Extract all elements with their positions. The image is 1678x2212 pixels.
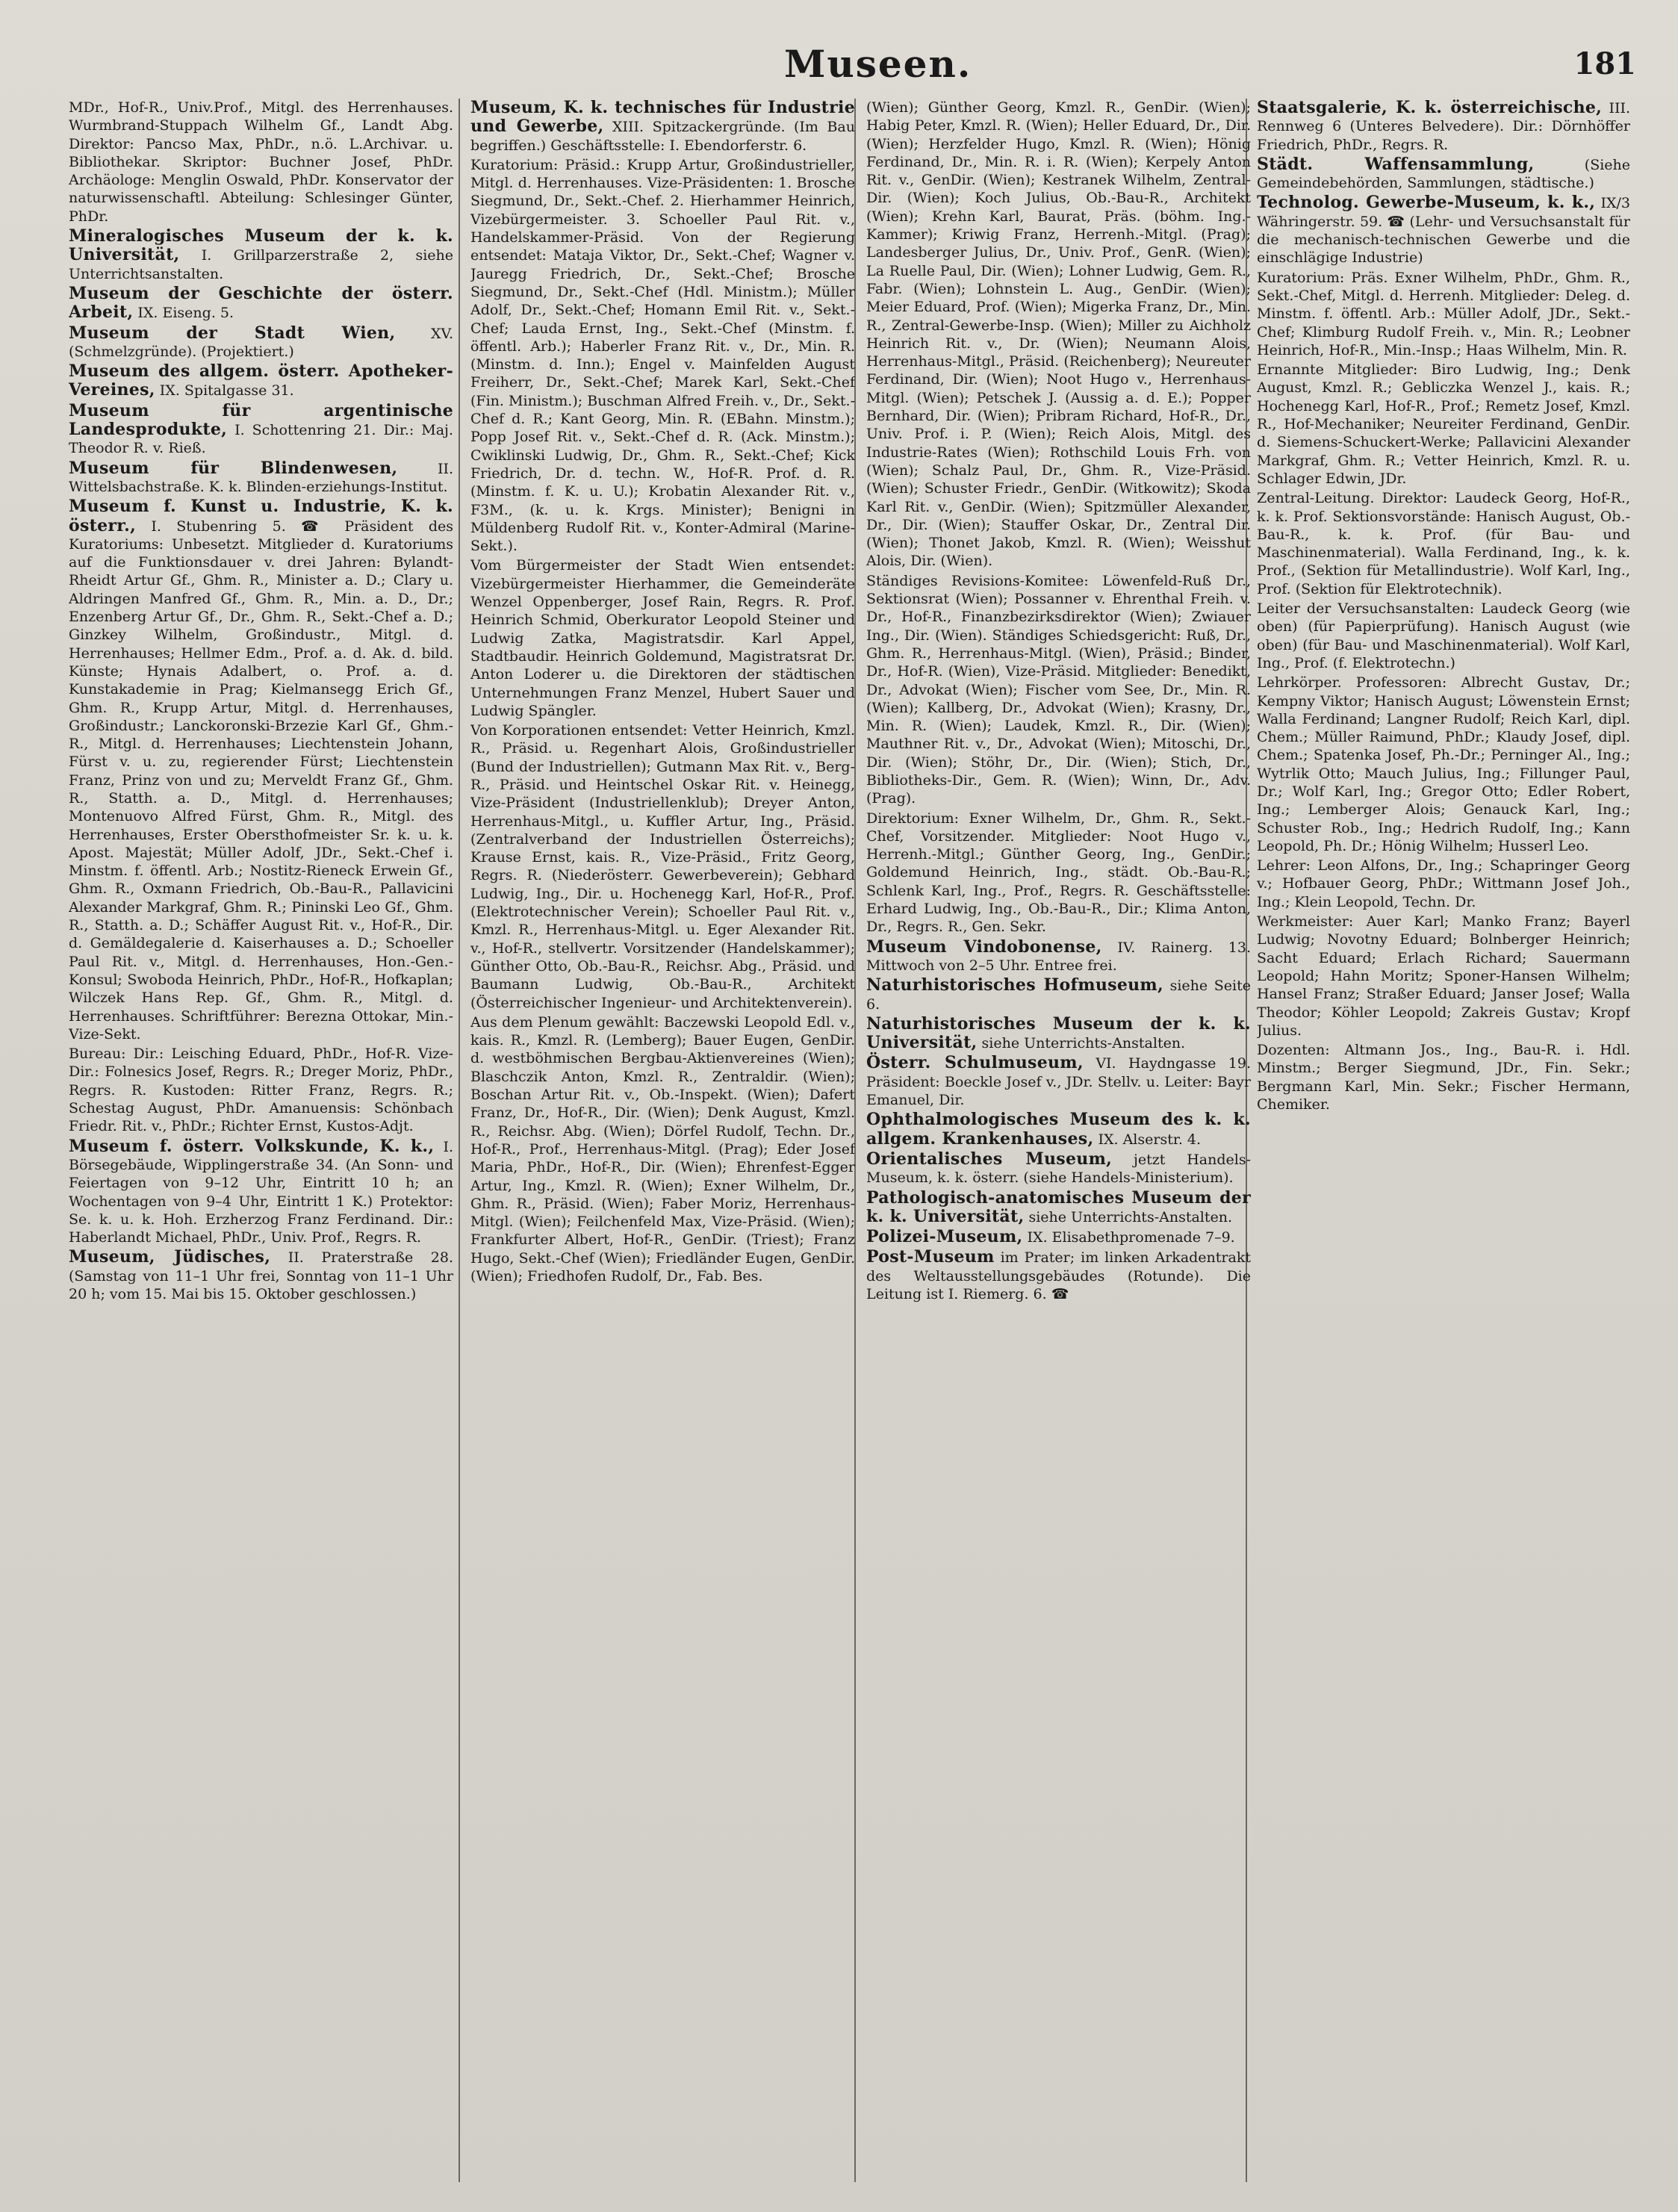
directory-entry bbox=[470, 721, 855, 1012]
entry-title: Museum, Jüdisches, bbox=[69, 1247, 271, 1267]
entry-title: Mineralogisches Museum der k. k. Universität, bbox=[69, 226, 453, 265]
directory-entry bbox=[866, 1015, 1251, 1053]
entry-title: Museum der Geschichte der österr. Arbeit, bbox=[69, 283, 453, 323]
directory-entry bbox=[69, 497, 453, 1043]
directory-entry bbox=[866, 1150, 1251, 1187]
directory-entry bbox=[470, 1013, 855, 1285]
entry-text: I. Schottenring 21. Dir.: Maj. Theodor R. v. Rieß. bbox=[69, 422, 453, 457]
directory-entry bbox=[866, 99, 1251, 571]
directory-entry bbox=[1257, 489, 1630, 598]
column-1 bbox=[69, 99, 453, 2182]
entry-text: I. Stubenring 5. ☎ Präsident des Kuratoriums: Unbesetzt. Mitglieder d. Kuratoriums auf die Funktionsdauer v. drei Jahren: Bylandt-Rheidt Artur Gf., Ghm. R., Minister a. D.; Clary u. Aldringen Manfred Gf., Ghm. R., Min. a. D., Dr.; Enzenberg Artur Gf., Dr., Ghm. R., Sekt.-Chef a. D.; Ginzkey Wilhelm, Großindustr., Mitgl. d. Herrenhauses; Hellmer Edm., Prof. a. d. Ak. d. bild. Künste; Hynais Adalbert, o. Prof. a. d. Kunstakademie in Prag; Kielmansegg Erich Gf., Ghm. R., Krupp Artur, Mitgl. d. Herrenhauses, Großindustr.; Lanckoronski-Brzezie Karl Gf., Ghm.-R., Mitgl. d. Herrenhauses; Liechtenstein Johann, Fürst v. u. zu, regierender Fürst; Liechtenstein Franz, Prinz von und zu; Merveldt Franz Gf., Ghm. R., Statth. a. D., Mitgl. d. Herrenhauses; Montenuovo Alfred Fürst, Ghm. R., Mitgl. des Herrenhauses, Erster Obersthofmeister Sr. k. u. k. Apost. Majestät; Müller Adolf, JDr., Sekt.-Chef i. Minstm. f. öffentl. Arb.; Nostitz-Rieneck Erwein Gf., Ghm. R., Oxmann Friedrich, Ob.-Bau-R., Pallavicini Alexander Markgraf, Ghm. R.; Pininski Leo Gf., Ghm. R., Statth. a. D.; Schäffer August Rit. v., Hof-R., Dir. d. Gemäldegalerie d. Kaiserhauses a. D.; Schoeller Paul Rit. v., Mitgl. d. Herrenhauses, Hon.-Gen.-Konsul; Swoboda Heinrich, PhDr., Hof-R., Hofkaplan; Wilczek Hans Rep. Gf., Ghm. R., Mitgl. d. Herrenhauses. Schriftführer: Berezna Ottokar, Min.-Vize-Sekt. bbox=[69, 518, 453, 1043]
page-header bbox=[0, 39, 1678, 84]
entry-text: IV. Rainerg. 13. Mittwoch von 2–5 Uhr. Entree frei. bbox=[866, 939, 1251, 974]
entry-text: XV. (Schmelzgründe). (Projektiert.) bbox=[69, 325, 453, 360]
entry-text: Direktorium: Exner Wilhelm, Dr., Ghm. R., Sekt.-Chef, Vorsitzender. Mitglieder: Noot Hugo v., Herrenh.-Mitgl.; Günther Georg, Ing., GenDir.; Goldemund Heinrich, Ing., städt. Ob.-Bau-R.; Schlenk Karl, Ing., Prof., Regrs. R. Geschäftsstelle: Erhard Ludwig, Ing., Ob.-Bau-R., Dir.; Klima Anton, Dr., Regrs. R., Gen. Sekr. bbox=[866, 810, 1251, 936]
entry-title: Österr. Schulmuseum, bbox=[866, 1053, 1084, 1073]
entry-title: Museum Vindobonense, bbox=[866, 936, 1102, 957]
directory-entry bbox=[866, 572, 1251, 808]
entry-text: III. Rennweg 6 (Unteres Belvedere). Dir.: Dörnhöffer Friedrich, PhDr., Regrs. R. bbox=[1257, 100, 1630, 153]
entry-text: Lehrkörper. Professoren: Albrecht Gustav, Dr.; Kempny Viktor; Hanisch August; Löwenstein Ernst; Walla Ferdinand; Langner Rudolf; Reich Karl, dipl. Chem.; Müller Raimund, PhDr.; Klaudy Josef, dipl. Chem.; Spatenka Josef, Ph.-Dr.; Perninger Al., Ing.; Wytrlik Otto; Mauch Julius, Ing.; Fillunger Paul, Dr.; Wolf Karl, Ing.; Gregor Otto; Edler Robert, Ing.; Lemberger Alois; Genauck Karl, Ing.; Schuster Rob., Ing.; Hedrich Rudolf, Ing.; Kann Leopold, Ph. Dr.; Hönig Wilhelm; Husserl Leo. bbox=[1257, 674, 1630, 854]
entry-title: Museum, K. k. technisches für Industrie und Gewerbe, bbox=[470, 99, 855, 137]
directory-entry bbox=[866, 1054, 1251, 1109]
directory-entry bbox=[69, 402, 453, 458]
page-number: 181 bbox=[1573, 46, 1636, 81]
entry-text: XIII. Spitzackergründe. (Im Bau begriffen.) Geschäftsstelle: I. Ebendorferstr. 6. bbox=[470, 119, 855, 154]
entry-text: Leiter der Versuchsanstalten: Laudeck Georg (wie oben) (für Papierprüfung). Hanisch August (wie oben) (für Bau- und Maschinenmaterial). Wolf Karl, Ing., Prof. (f. Elektrotechn.) bbox=[1257, 600, 1630, 671]
directory-entry bbox=[1257, 1041, 1630, 1113]
directory-entry bbox=[69, 362, 453, 400]
directory-entry bbox=[69, 285, 453, 323]
entry-text: Bureau: Dir.: Leisching Eduard, PhDr., Hof-R. Vize-Dir.: Folnesics Josef, Regrs. R.; Dreger Moriz, PhDr., Regrs. R. Kustoden: Ritter Franz, Regrs. R.; Schestag August, PhDr. Amanuensis: Schönbach Friedr. Rit. v., PhDr.; Richter Ernst, Kustos-Adjt. bbox=[69, 1046, 453, 1135]
directory-entry bbox=[69, 1137, 453, 1247]
entry-title: Pathologisch-anatomisches Museum der k. k. Universität, bbox=[866, 1187, 1251, 1226]
column-4 bbox=[1257, 99, 1630, 2182]
directory-entry bbox=[1257, 155, 1630, 193]
entry-text: jetzt Handels-Museum, k. k. österr. (siehe Handels-Ministerium). bbox=[866, 1151, 1251, 1187]
directory-entry bbox=[69, 324, 453, 361]
column-2 bbox=[470, 99, 855, 2182]
entry-text: IX. Spitalgasse 31. bbox=[159, 382, 294, 400]
directory-entry bbox=[1257, 600, 1630, 672]
directory-entry bbox=[69, 227, 453, 283]
entry-title: Museum der Stadt Wien, bbox=[69, 323, 396, 343]
directory-entry bbox=[69, 1045, 453, 1135]
entry-text: siehe Unterrichts-Anstalten. bbox=[981, 1035, 1186, 1052]
entry-text: Werkmeister: Auer Karl; Manko Franz; Bayerl Ludwig; Novotny Eduard; Bolnberger Heinrich; Sacht Eduard; Erlach Richard; Sauermann Leopold; Hahn Moritz; Sponer-Hansen Wilhelm; Hansel Franz; Straßer Eduard; Janser Josef; Walla Theodor; Köhler Leopold; Zakreis Gustav; Kropf Julius. bbox=[1257, 913, 1630, 1039]
directory-entry bbox=[866, 1248, 1251, 1303]
directory-entry bbox=[1257, 913, 1630, 1040]
entry-text: VI. Haydngasse 19. Präsident: Boeckle Josef v., JDr. Stellv. u. Leiter: Bayr Emanuel, Dir. bbox=[866, 1055, 1251, 1109]
directory-entry bbox=[69, 1248, 453, 1303]
directory-entry bbox=[866, 938, 1251, 975]
directory-entry bbox=[1257, 193, 1630, 267]
entry-title: Ophthalmologisches Museum des k. k. allgem. Krankenhauses, bbox=[866, 1110, 1251, 1149]
entry-text: siehe Seite 6. bbox=[866, 978, 1251, 1013]
entry-text: (Siehe Gemeindebehörden, Sammlungen, städtische.) bbox=[1257, 156, 1630, 192]
entry-text: Ernannte Mitglieder: Biro Ludwig, Ing.; Denk August, Kmzl. R.; Gebliczka Wenzel J., kais. R.; Hochenegg Karl, Hof-R., Prof.; Remetz Josef, Kmzl. R., Hof-Mechaniker; Neureiter Ferdinand, GenDir. d. Siemens-Schuckert-Werke; Pallavicini Alexander Markgraf, Ghm. R.; Vetter Heinrich, Kmzl. R. u. Schlager Edwin, JDr. bbox=[1257, 361, 1630, 487]
entry-title: Museum f. österr. Volkskunde, K. k., bbox=[69, 1136, 435, 1156]
entry-title: Museum des allgem. österr. Apotheker-Vereines, bbox=[69, 361, 453, 400]
directory-entry bbox=[470, 156, 855, 556]
entry-title: Orientalisches Museum, bbox=[866, 1149, 1113, 1169]
entry-text: IX. Alserstr. 4. bbox=[1098, 1131, 1202, 1148]
entry-title: Museum f. Kunst u. Industrie, K. k. österr., bbox=[69, 497, 453, 535]
column-3 bbox=[866, 99, 1251, 2182]
entry-text: (Wien); Günther Georg, Kmzl. R., GenDir. (Wien); Habig Peter, Kmzl. R. (Wien); Heller Eduard, Dr., Dir. (Wien); Herzfelder Hugo, Kmzl. R. (Wien); Hönig Ferdinand, Dr., Min. R. i. R. (Wien); Kerpely Anton Rit. v., GenDir. (Wien); Kestranek Wilhelm, Zentral-Dir. (Wien); Koch Julius, Ob.-Bau-R., Architekt (Wien); Krehn Karl, Baurat, Präs. (böhm. Ing.-Kammer); Kriwig Franz, Herrenh.-Mitgl. (Prag); Landesberger Julius, Dr., Univ. Prof., GenR. (Wien); La Ruelle Paul, Dir. (Wien); Lohner Ludwig, Gem. R., Fabr. (Wien); Lohnstein L. Aug., GenDir. (Wien); Meier Eduard, Prof. (Wien); Migerka Franz, Dr., Min. R., Zentral-Gewerbe-Insp. (Wien); Miller zu Aichholz Heinrich Rit. v., Dr. (Wien); Neumann Alois, Herrenhaus-Mitgl., Präsid. (Reichenberg); Neureuter Ferdinand, Dir. (Wien); Noot Hugo v., Herrenhaus-Mitgl. (Wien); Petschek J. (Aussig a. d. E.); Popper Bernhard, Dir. (Wien); Pribram Richard, Hof-R., Dr., Univ. Prof. i. P. (Wien); Reich Alois, Mitgl. des Industrie-Rates (Wien); Rothschild Louis Frh. von (Wien); Schalz Paul, Dr., Ghm. R., Vize-Präsid. (Wien); Schuster Friedr., GenDir. (Witkowitz); Skoda Karl Rit. v., GenDir. (Wien); Spitzmüller Alexander, Dr., Dir. (Wien); Stauffer Oskar, Dr., Zentral Dir. (Wien); Thonet Jakob, Kmzl. R. (Wien); Weisshut Alois, Dir. (Wien). bbox=[866, 99, 1251, 570]
column-rule bbox=[459, 99, 460, 2182]
directory-entry bbox=[470, 99, 855, 155]
directory-entry bbox=[866, 1110, 1251, 1149]
directory-entry bbox=[1257, 269, 1630, 359]
entry-text: IX. Eiseng. 5. bbox=[137, 305, 234, 322]
entry-text: Von Korporationen entsendet: Vetter Heinrich, Kmzl. R., Präsid. u. Regenhart Alois, Großindustrieller (Bund der Industriellen); Gutmann Max Rit. v., Berg-R., Präsid. und Heintschel Oskar Rit. v. Heinegg, Vize-Präsident (Industriellenklub); Dreyer Anton, Herrenhaus-Mitgl., u. Kuffler Artur, Ing., Präsid. (Zentralverband der Industriellen Österreichs); Krause Ernst, kais. R., Vize-Präsid., Fritz Georg, Regrs. R. (Niederösterr. Gewerbeverein); Gebhard Ludwig, Ing., Dir. u. Hochenegg Karl, Hof-R., Prof. (Elektrotechnischer Verein); Schoeller Paul Rit. v., Kmzl. R., Herrenhaus-Mitgl. u. Eger Alexander Rit. v., Hof-R., stellvertr. Vorsitzender (Handelskammer); Günther Otto, Ob.-Bau-R., Reichsr. Abg., Präsid. und Baumann Ludwig, Ob.-Bau-R., Architekt (Österreichischer Ingenieur- und Architektenverein). bbox=[470, 722, 855, 1011]
entry-text: I. Börsegebäude, Wipplingerstraße 34. (An Sonn- und Feiertagen von 9–12 Uhr, Eintritt 10 h; an Wochentagen von 9–4 Uhr, Eintritt 1 K.) Protektor: Se. k. u. k. Hoh. Erzherzog Franz Ferdinand. Dir.: Haberlandt Michael, PhDr., Univ. Prof., Regrs. R. bbox=[69, 1138, 453, 1246]
entry-text: II. Praterstraße 28. (Samstag von 11–1 Uhr frei, Sonntag von 11–1 Uhr 20 h; vom 15. Mai bis 15. Oktober geschlossen.) bbox=[69, 1249, 453, 1302]
entry-text: Dozenten: Altmann Jos., Ing., Bau-R. i. Hdl. Minstm.; Berger Siegmund, JDr., Fin. Sekr.; Bergmann Karl, Min. Sekr.; Fischer Hermann, Chemiker. bbox=[1257, 1042, 1630, 1113]
directory-entry bbox=[69, 459, 453, 497]
entry-text: II. Wittelsbachstraße. K. k. Blinden-erziehungs-Institut. bbox=[69, 460, 453, 495]
entry-title: Museum für argentinische Landesprodukte, bbox=[69, 400, 453, 440]
running-title: Museen. bbox=[784, 42, 972, 86]
directory-entry bbox=[866, 1189, 1251, 1227]
entry-title: Technolog. Gewerbe-Museum, k. k., bbox=[1257, 193, 1596, 213]
entry-text: Ständiges Revisions-Komitee: Löwenfeld-Ruß Dr., Sektionsrat (Wien); Possanner v. Ehrenthal Freih. v. Dr., Hof-R., Finanzbezirksdirektor (Wien); Zwiauer Ing., Dir. (Wien). Ständiges Schiedsgericht: Ruß, Dr., Ghm. R., Herrenhaus-Mitgl. (Wien), Präsid.; Binder, Dr., Hof-R. (Wien), Vize-Präsid. Mitglieder: Benedikt, Dr., Advokat (Wien); Fischer vom See, Dr., Min. R. (Wien); Kallberg, Dr., Advokat (Wien); Krasny, Dr., Min. R. (Wien); Laudek, Kmzl. R., Dir. (Wien); Mauthner Rit. v., Dr., Advokat (Wien); Mitoschi, Dr., Dir. (Wien); Stöhr, Dr., Dir. (Wien); Stich, Dr., Bibliotheks-Dir., Gem. R. (Wien); Winn, Dr., Adv. (Prag). bbox=[866, 572, 1251, 807]
entry-title: Naturhistorisches Hofmuseum, bbox=[866, 975, 1163, 995]
directory-entry bbox=[866, 810, 1251, 936]
directory-entry bbox=[1257, 361, 1630, 488]
entry-text: Zentral-Leitung. Direktor: Laudeck Georg, Hof-R., k. k. Prof. Sektionsvorstände: Hanisch August, Ob.-Bau-R., k. k. Prof. (für Bau- und Maschinenmaterial). Walla Ferdinand, Ing., k. k. Prof., (Sektion für Metallindustrie). Wolf Karl, Ing., Prof. (Sektion für Elektrotechnik). bbox=[1257, 490, 1630, 597]
entry-text: Lehrer: Leon Alfons, Dr., Ing.; Schapringer Georg v.; Hofbauer Georg, PhDr.; Wittmann Josef Joh., Ing.; Klein Leopold, Techn. Dr. bbox=[1257, 857, 1630, 910]
entry-text: Kuratorium: Präs. Exner Wilhelm, PhDr., Ghm. R., Sekt.-Chef, Mitgl. d. Herrenh. Mitglieder: Deleg. d. Minstm. f. öffentl. Arb.: Müller Adolf, JDr., Sekt.-Chef; Klimburg Rudolf Freih. v., Min. R.; Leobner Heinrich, Hof-R., Min.-Insp.; Haas Wilhelm, Min. R. bbox=[1257, 269, 1630, 358]
entry-text: IX. Elisabethpromenade 7–9. bbox=[1027, 1229, 1235, 1246]
entry-text: Aus dem Plenum gewählt: Baczewski Leopold Edl. v., kais. R., Kmzl. R. (Lemberg); Bauer Eugen, GenDir. d. westböhmischen Bergbau-Aktienvereines (Wien); Blaschczik Anton, Kmzl. R., Zentraldir. (Wien); Boschan Artur Rit. v., Ob.-Inspekt. (Wien); Dafert Franz, Dr., Hof-R., Dir. (Wien); Denk August, Kmzl. R., Reichsr. Abg. (Wien); Dörfel Rudolf, Techn. Dr., Hof-R., Prof., Herrenhaus-Mitgl. (Prag); Eder Josef Maria, PhDr., Hof-R., Dir. (Wien); Ehrenfest-Egger Artur, Ing., Kmzl. R. (Wien); Exner Wilhelm, Dr., Ghm. R., Präsid. (Wien); Faber Moriz, Herrenhaus-Mitgl. (Wien); Feilchenfeld Max, Vize-Präsid. (Wien); Frankfurter Albert, Hof-R., GenDir. (Triest); Franz Hugo, Sekt.-Chef (Wien); Friedländer Eugen, GenDir. (Wien); Friedhofen Rudolf, Dr., Fab. Bes. bbox=[470, 1013, 855, 1284]
directory-entry bbox=[866, 1228, 1251, 1246]
entry-text: IX/3 Währingerstr. 59. ☎ (Lehr- und Versuchsanstalt für die mechanisch-technischen Gewerbe und die einschlägige Industrie) bbox=[1257, 195, 1630, 267]
directory-entry bbox=[470, 556, 855, 720]
directory-entry bbox=[1257, 99, 1630, 154]
directory-entry bbox=[1257, 674, 1630, 855]
entry-text: MDr., Hof-R., Univ.Prof., Mitgl. des Herrenhauses. Wurmbrand-Stuppach Wilhelm Gf., Landt Abg. Direktor: Pancso Max, PhDr., n.ö. L.Archivar. u. Bibliothekar. Skriptor: Buchner Josef, PhDr. Archäologe: Menglin Oswald, PhDr. Konservator der naturwissenschaftl. Abteilung: Schlesinger Günter, PhDr. bbox=[69, 99, 453, 225]
directory-entry bbox=[69, 99, 453, 226]
entry-text: I. Grillparzerstraße 2, siehe Unterrichtsanstalten. bbox=[69, 247, 453, 282]
entry-title: Post-Museum bbox=[866, 1247, 995, 1267]
entry-text: im Prater; im linken Arkadentrakt des Weltausstellungsgebäudes (Rotunde). Die Leitung ist I. Riemerg. 6. ☎ bbox=[866, 1249, 1251, 1302]
entry-title: Städt. Waffensammlung, bbox=[1257, 154, 1535, 174]
entry-text: Vom Bürgermeister der Stadt Wien entsendet: Vizebürgermeister Hierhammer, die Gemeinderäte Wenzel Oppenberger, Josef Rain, Regrs. R. Prof. Heinrich Schmid, Oberkurator Leopold Steiner und Ludwig Zatka, Magistratsdir. Karl Appel, Stadtbaudir. Heinrich Goldemund, Magistratsrat Dr. Anton Loderer u. die Direktoren der städtischen Unternehmungen Franz Menzel, Hubert Sauer und Ludwig Spängler. bbox=[470, 557, 855, 719]
entry-title: Polizei-Museum, bbox=[866, 1227, 1023, 1247]
entry-text: Kuratorium: Präsid.: Krupp Artur, Großindustrieller, Mitgl. d. Herrenhauses. Vize-Präsidenten: 1. Brosche Siegmund, Dr., Sekt.-Chef. 2. Hierhammer Heinrich, Vizebürgermeister. 3. Schoeller Paul Rit. v., Handelskammer-Präsid. Von der Regierung entsendet: Mataja Viktor, Dr., Sekt.-Chef; Wagner v. Jauregg Friedrich, Dr., Sekt.-Chef; Brosche Siegmund, Dr., Sekt.-Chef (Hdl. Ministm.); Müller Adolf, Dr., Sekt.-Chef; Homann Emil Rit. v., Sekt.-Chef; Lauda Ernst, Ing., Sekt.-Chef (Minstm. f. öffentl. Arb.); Haberler Franz Rit. v., Dr., Min. R. (Minstm. d. Inn.); Engel v. Mainfelden August Freiherr, Dr., Sekt.-Chef; Marek Karl, Sekt.-Chef (Fin. Ministm.); Buschman Alfred Freih. v., Dr., Sekt.-Chef d. R.; Kant Georg, Min. R. (EBahn. Minstm.); Popp Josef Rit. v., Sekt.-Chef d. R. (Ack. Minstm.); Cwiklinski Ludwig, Dr., Ghm. R., Sekt.-Chef; Kick Friedrich, Dr. d. techn. W., Hof-R. Prof. d. R. (Minstm. f. K. u. U.); Krobatin Alexander Rit. v., F3M., (k. u. k. Krgs. Minister); Benigni in Müldenberg Rudolf Rit. v., Konter-Admiral (Marine-Sekt.). bbox=[470, 156, 855, 555]
entry-title: Naturhistorisches Museum der k. k. Universität, bbox=[866, 1013, 1251, 1053]
directory-entry bbox=[866, 976, 1251, 1013]
entry-text: siehe Unterrichts-Anstalten. bbox=[1028, 1208, 1233, 1225]
entry-title: Staatsgalerie, K. k. österreichische, bbox=[1257, 99, 1603, 117]
directory-entry bbox=[1257, 857, 1630, 911]
entry-title: Museum für Blindenwesen, bbox=[69, 458, 398, 478]
